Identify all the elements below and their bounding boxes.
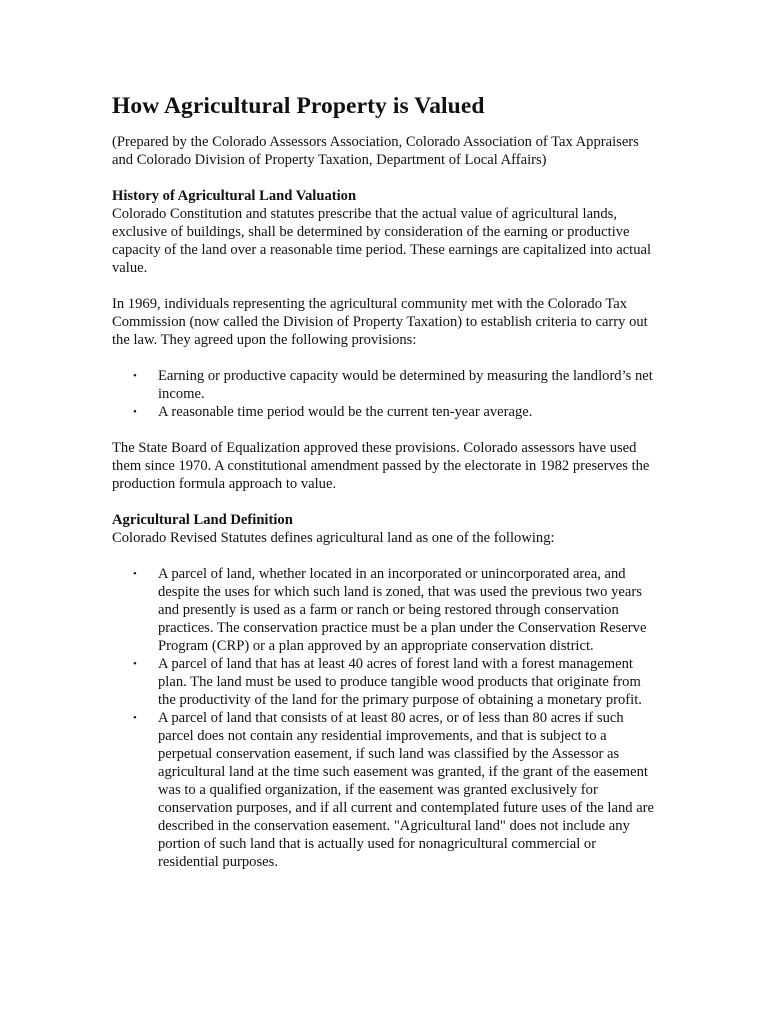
- list-item-text: A parcel of land that consists of at least 80 acres, or of less than 80 acres if such parcel does not contain any residential improvements, and that is subject to a perpetual conservation easement, if such land was classified by the Assessor as agricultural land at the time such easement was granted, if the grant of the easement was to a qualified organization, if the easement was granted exclusively for conservation purposes, and if all current and contemplated future uses of the land are described in the conservation easement. "Agricultural land" does not include any portion of such land that is actually used for nonagricultural commercial or residential purposes.: [158, 710, 655, 870]
- intro-paragraph: (Prepared by the Colorado Assessors Association, Colorado Association of Tax Appraisers and Colorado Division of Property Taxation, Department of Local Affairs): [112, 134, 639, 168]
- section-definition: [112, 511, 660, 871]
- bullet-icon: •: [133, 406, 137, 418]
- section-history: [112, 187, 660, 493]
- provisions-list: [112, 367, 660, 421]
- document-title: How Agricultural Property is Valued: [112, 93, 485, 119]
- history-paragraph-2: In 1969, individuals representing the agricultural community met with the Colorado Tax Commission (now called the Division of Property Taxation) to establish criteria to carry out the law. They agreed upon the following provisions:: [112, 296, 648, 348]
- bullet-icon: •: [133, 370, 137, 382]
- bullet-icon: •: [133, 658, 137, 670]
- list-item: [112, 655, 660, 709]
- definition-paragraph-1: Colorado Revised Statutes defines agricultural land as one of the following:: [112, 530, 555, 546]
- bullet-icon: •: [133, 712, 137, 724]
- document-page: [112, 92, 660, 889]
- list-item-text: Earning or productive capacity would be determined by measuring the landlord’s net income.: [158, 368, 653, 402]
- history-paragraph-1: Colorado Constitution and statutes prescribe that the actual value of agricultural lands, exclusive of buildings, shall be determined by consideration of the earning or productive capacity of the land over a reasonable time period. These earnings are capitalized into actual value.: [112, 206, 652, 276]
- section-heading-history: History of Agricultural Land Valuation: [112, 188, 357, 204]
- list-item: [112, 367, 660, 403]
- bullet-icon: •: [133, 568, 137, 580]
- list-item: [112, 709, 660, 871]
- section-heading-definition: Agricultural Land Definition: [112, 512, 293, 528]
- list-item-text: A parcel of land, whether located in an incorporated or unincorporated area, and despite the uses for which such land is zoned, that was used the previous two years and presently is used as a farm or ranch or being restored through conservation practices. The conservation practice must be a plan under the Conservation Reserve Program (CRP) or a plan approved by an appropriate conservation district.: [158, 566, 647, 654]
- definition-list: [112, 565, 660, 871]
- list-item: [112, 565, 660, 655]
- history-closing-paragraph: The State Board of Equalization approved these provisions. Colorado assessors have used them since 1970. A constitutional amendment passed by the electorate in 1982 preserves the production formula approach to value.: [112, 440, 650, 492]
- list-item: [112, 403, 660, 421]
- list-item-text: A parcel of land that has at least 40 acres of forest land with a forest management plan. The land must be used to produce tangible wood products that originate from the productivity of the land for the primary purpose of obtaining a monetary profit.: [158, 656, 642, 708]
- list-item-text: A reasonable time period would be the current ten-year average.: [158, 404, 533, 420]
